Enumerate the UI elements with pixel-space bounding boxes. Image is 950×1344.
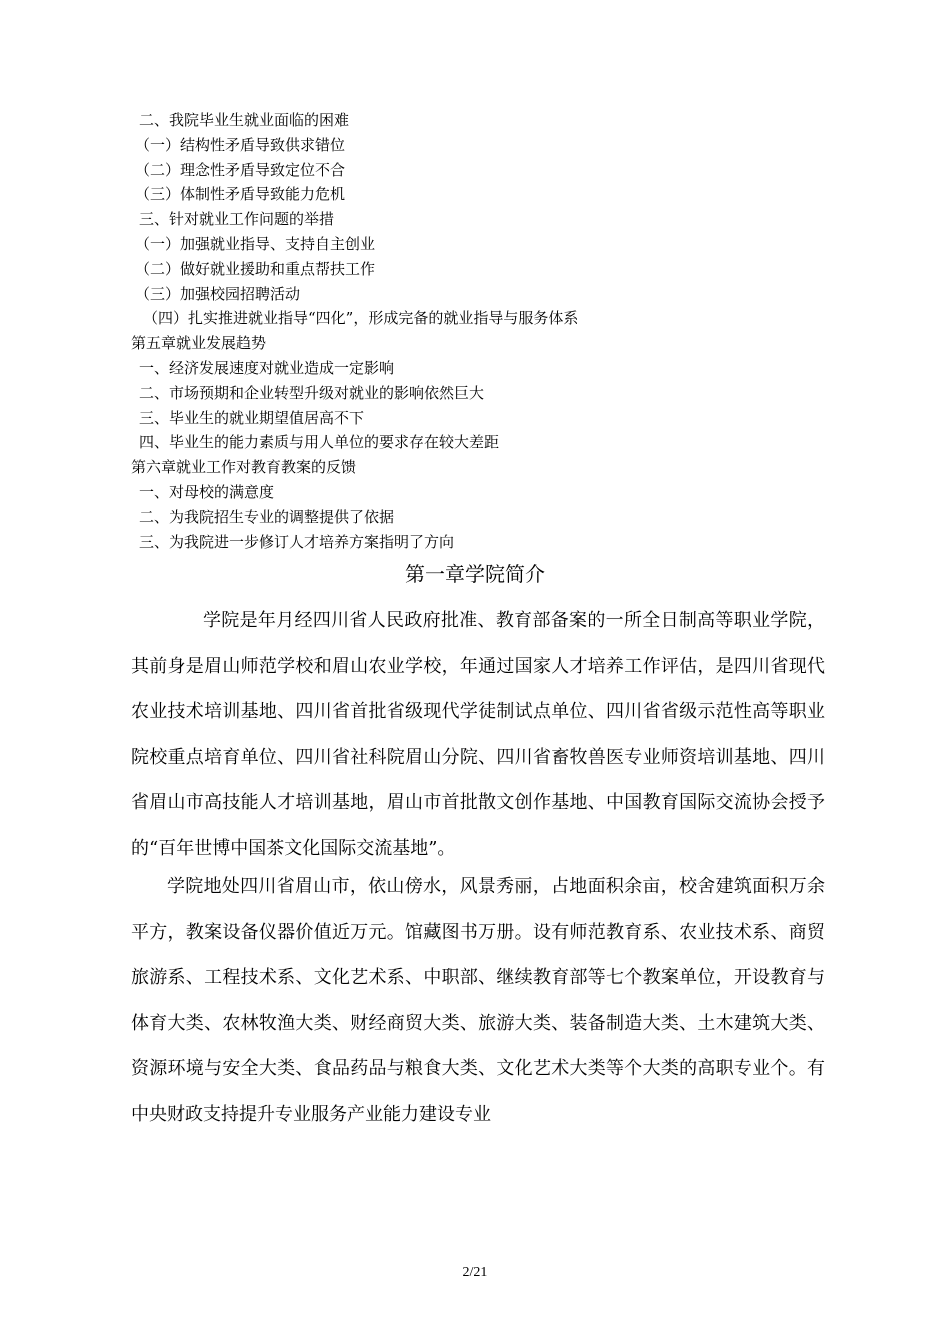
body-paragraph (131, 864, 825, 1138)
paragraph-text: 学院地处四川省眉山市，依山傍水，风景秀丽，占地面积余亩，校舍建筑面积万余平方，教案设备仪器价值近万元。馆藏图书万册。设有师范教育系、农业技术系、商贸旅游系、工程技术系、文化艺术系、中职部、继续教育部等七个教案单位，开设教育与体育大类、农林牧渔大类、财经商贸大类、旅游大类、装备制造大类、土木建筑大类、资源环境与安全大类、食品药品与粮食大类、文化艺术大类等个大类的高职专业个。有中央财政支持提升专业服务产业能力建设专业 (131, 876, 825, 1125)
chapter-title: 第一章学院简介 (405, 562, 545, 586)
page-number: 2/21 (462, 1265, 488, 1280)
toc-entry: （二）做好就业援助和重点帮扶工作 (135, 259, 376, 278)
toc-entry: （四）扎实推进就业指导“四化”，形成完备的就业指导与服务体系 (143, 309, 579, 328)
toc-entry: 一、对母校的满意度 (139, 482, 275, 501)
toc-entry: 四、毕业生的能力素质与用人单位的要求存在较大差距 (139, 433, 500, 452)
body-paragraph (131, 598, 825, 872)
table-of-contents (131, 108, 831, 554)
toc-entry: （三）体制性矛盾导致能力危机 (135, 185, 346, 204)
toc-entry: 第五章就业发展趋势 (131, 334, 267, 353)
toc-entry: 二、市场预期和企业转型升级对就业的影响依然巨大 (139, 383, 485, 402)
toc-entry: 二、为我院招生专业的调整提供了依据 (139, 507, 395, 526)
paragraph-text: 学院是年月经四川省人民政府批准、教育部备案的一所全日制高等职业学院，其前身是眉山师范学校和眉山农业学校，年通过国家人才培养工作评估，是四川省现代农业技术培训基地、四川省首批省级现代学徒制试点单位、四川省省级示范性高等职业院校重点培育单位、四川省社科院眉山分院、四川省畜牧兽医专业师资培训基地、四川省眉山市高技能人才培训基地，眉山市首批散文创作基地、中国教育国际交流协会授予的“百年世博中国茶文化国际交流基地”。 (131, 610, 825, 859)
toc-entry: （一）加强就业指导、支持自主创业 (135, 234, 376, 253)
toc-entry: 三、针对就业工作问题的举措 (139, 210, 335, 229)
toc-entry: （三）加强校园招聘活动 (135, 284, 301, 303)
toc-entry: 二、我院毕业生就业面临的困难 (139, 111, 350, 129)
toc-entry: 三、毕业生的就业期望值居高不下 (139, 408, 365, 427)
toc-entry: （二）理念性矛盾导致定位不合 (135, 160, 346, 179)
toc-entry: 三、为我院进一步修订人才培养方案指明了方向 (139, 532, 455, 551)
toc-entry: （一）结构性矛盾导致供求错位 (135, 135, 346, 154)
toc-entry: 一、经济发展速度对就业造成一定影响 (139, 358, 395, 377)
toc-entry: 第六章就业工作对教育教案的反馈 (131, 458, 357, 477)
